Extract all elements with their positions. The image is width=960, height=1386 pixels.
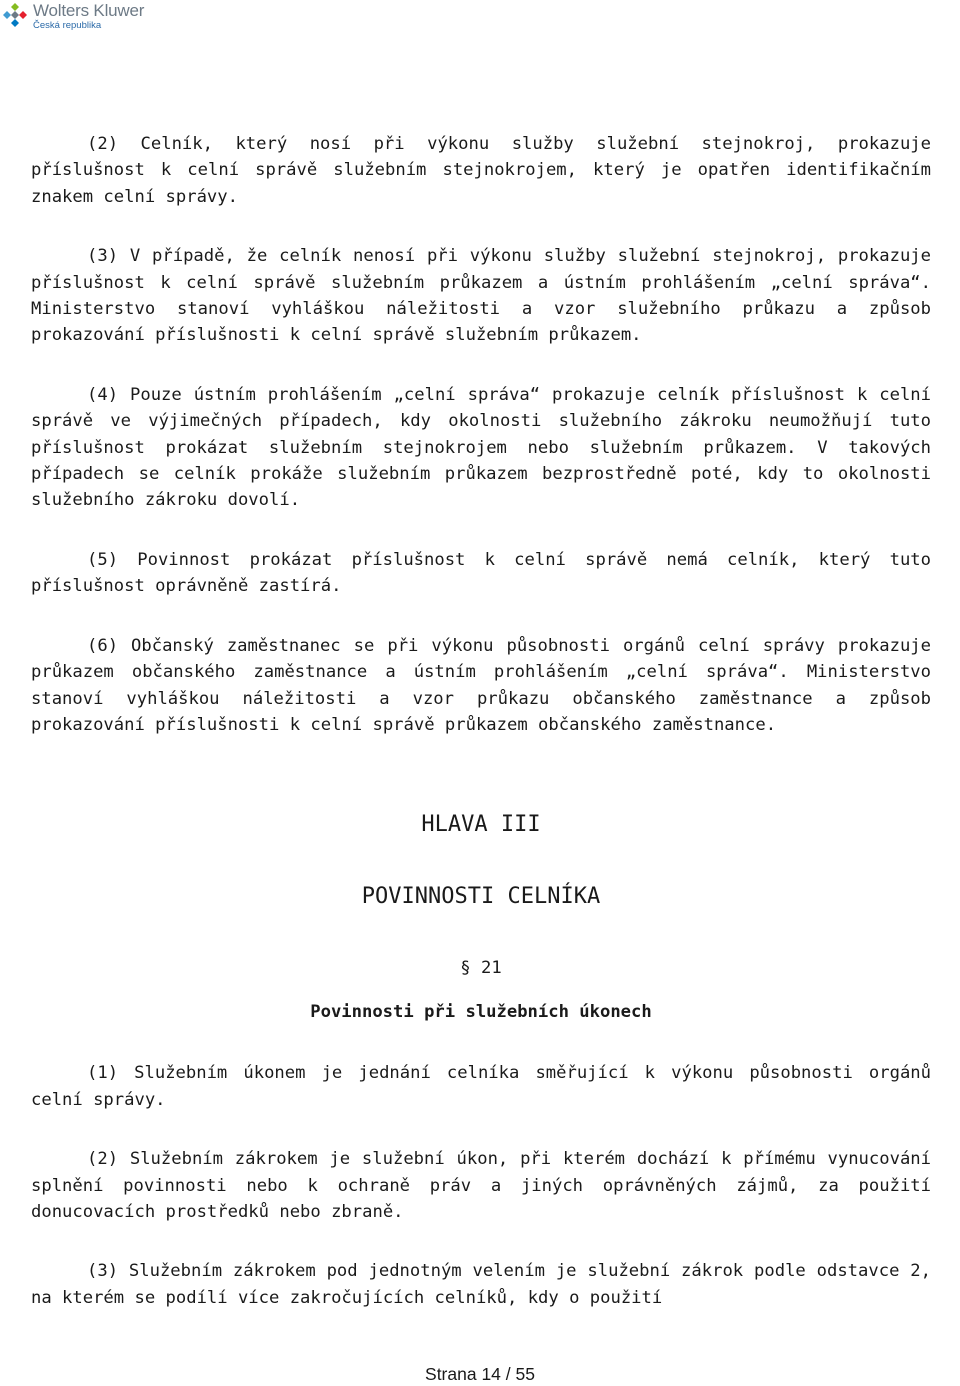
brand-subtitle: Česká republika bbox=[33, 20, 102, 31]
chapter-heading: HLAVA III bbox=[421, 812, 541, 838]
section-paragraph-1: (1) Služebním úkonem je jednání celníka směřující k výkonu působnosti orgánů celní správy. bbox=[31, 1063, 931, 1110]
paragraph-3: (3) V případě, že celník nenosí při výkonu služby služební stejnokroj, prokazuje příslušnost k celní správě služebním průkazem a ústním prohlášením „celní správa“. Ministerstvo stanoví vyhláškou náležitosti a vzor služebního průkazu a způsob prokazování příslušnosti k celní správě služebním průkazem. bbox=[31, 246, 931, 346]
brand-name: Wolters Kluwer bbox=[33, 1, 145, 20]
paragraph-5: (5) Povinnost prokázat příslušnost k celní správě nemá celník, který tuto příslušnost oprávněně zastírá. bbox=[31, 549, 931, 597]
chapter-title: POVINNOSTI CELNÍKA bbox=[361, 884, 601, 910]
page-number: Strana 14 / 55 bbox=[425, 1364, 535, 1384]
document-body bbox=[31, 131, 931, 1311]
section-paragraph-3: (3) Služebním zákrokem pod jednotným velením je služební zákrok podle odstavce 2, na kterém se podílí více zakročujících celníků, kdy o použití bbox=[31, 1261, 931, 1308]
wolters-kluwer-logo-icon bbox=[2, 2, 28, 28]
section-paragraph-2: (2) Služebním zákrokem je služební úkon, při kterém dochází k přímému vynucování splnění povinnosti nebo k ochraně práv a jiných oprávněných zájmů, za použití donucovacích prostředků nebo zbraně. bbox=[31, 1149, 931, 1222]
section-number: § 21 bbox=[460, 958, 502, 979]
paragraph-2: (2) Celník, který nosí při výkonu služby služební stejnokroj, prokazuje příslušnost k celní správě služebním stejnokrojem, který je opatřen identifikačním znakem celní správy. bbox=[31, 134, 931, 207]
paragraph-6: (6) Občanský zaměstnanec se při výkonu působnosti orgánů celní správy prokazuje průkazem občanského zaměstnance a ústním prohlášením „celní správa“. Ministerstvo stanoví vyhláškou náležitosti a vzor průkazu občanského zaměstnance a způsob prokazování příslušnosti k celní správě průkazem občanského zaměstnance. bbox=[31, 635, 931, 735]
paragraph-4: (4) Pouze ústním prohlášením „celní správa“ prokazuje celník příslušnost k celní správě ve výjimečných případech, kdy okolnosti služebního zákroku neumožňují tuto příslušnost prokázat služebním stejnokrojem nebo služebním průkazem. V takových případech se celník prokáže služebním průkazem bezprostředně poté, kdy to okolnosti služebního zákroku dovolí. bbox=[31, 384, 931, 511]
brand-logo bbox=[2, 2, 144, 31]
section-title: Povinnosti při služebních úkonech bbox=[310, 1002, 652, 1023]
